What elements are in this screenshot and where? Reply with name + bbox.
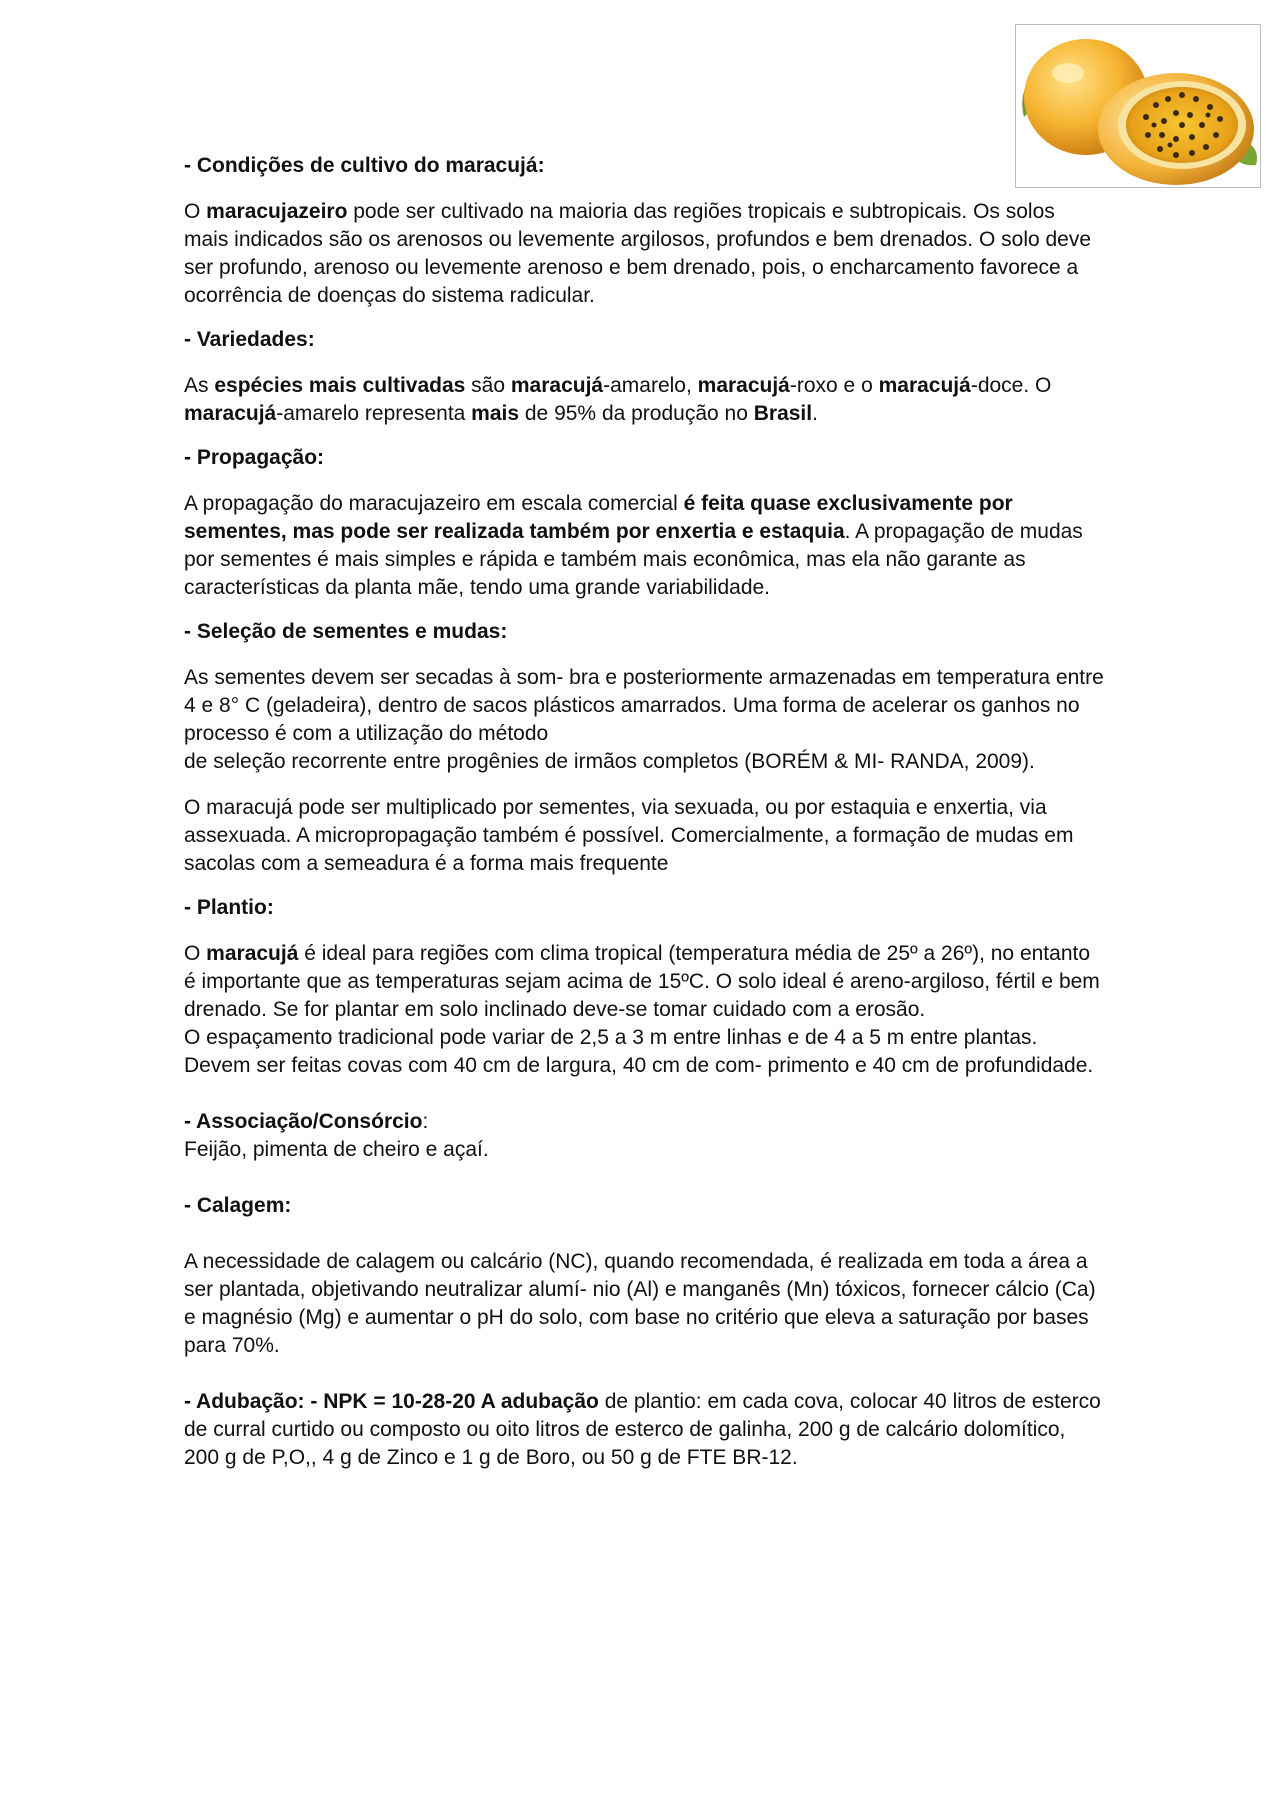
paragraph-selecao-2: O maracujá pode ser multiplicado por sementes, via sexuada, ou por estaquia e enxertia, via assexuada. A micropropagação também é possível. Comercialmente, a formação de mudas em sacolas com a semeadura é a forma mais frequente [184,796,1074,875]
paragraph-propagacao: A propagação do maracujazeiro em escala comercial é feita quase exclusivamente por sementes, mas pode ser realizada também por enxertia e estaquia. A propagação de mudas por sementes é mais simples e rápida e também mais econômica, mas ela não garante as características da planta mãe, tendo uma grande variabilidade. [184,492,1083,599]
paragraph-adubacao: - Adubação: - NPK = 10-28-20 A adubação de plantio: em cada cova, colocar 40 litros de esterco de curral curtido ou composto ou oito litros de esterco de galinha, 200 g de calcário dolomítico, 200 g de P,O,, 4 g de Zinco e 1 g de Boro, ou 50 g de FTE BR-12. [184,1390,1101,1469]
heading-associacao: - Associação/Consórcio: [184,1110,429,1133]
heading-calagem: - Calagem: [184,1194,292,1217]
paragraph-variedades: As espécies mais cultivadas são maracujá-amarelo, maracujá-roxo e o maracujá-doce. O maracujá-amarelo representa mais de 95% da produção no Brasil. [184,374,1052,425]
paragraph-plantio: O maracujá é ideal para regiões com clima tropical (temperatura média de 25º a 26º), no entanto é importante que as temperaturas sejam acima de 15ºC. O solo ideal é areno-argiloso, fértil e bem drenado. Se for plantar em solo inclinado deve-se tomar cuidado com a erosão. O espaçamento tradicional pode variar de 2,5 a 3 m entre linhas e de 4 a 5 m entre plantas. Devem ser feitas covas com 40 cm de largura, 40 cm de com- primento e 40 cm de profundidade. [184,942,1100,1077]
document-content [184,152,1104,1472]
heading-plantio: - Plantio: [184,896,274,919]
heading-propagacao: - Propagação: [184,446,325,469]
paragraph-calagem: A necessidade de calagem ou calcário (NC), quando recomendada, é realizada em toda a área a ser plantada, objetivando neutralizar alumí- nio (Al) e manganês (Mn) tóxicos, fornecer cálcio (Ca) e magnésio (Mg) e aumentar o pH do solo, com base no critério que eleva a saturação por bases para 70%. [184,1250,1096,1357]
heading-variedades: - Variedades: [184,328,315,351]
paragraph-selecao-1: As sementes devem ser secadas à som- bra e posteriormente armazenadas em temperatura entre 4 e 8° C (geladeira), dentro de sacos plásticos amarrados. Uma forma de acelerar os ganhos no processo é com a utilização do método de seleção recorrente entre progênies de irmãos completos (BORÉM & MI- RANDA, 2009). [184,666,1104,773]
paragraph-cultivo: O maracujazeiro pode ser cultivado na maioria das regiões tropicais e subtropicais. Os solos mais indicados são os arenosos ou levemente argilosos, profundos e bem drenados. O solo deve ser profundo, arenoso ou levemente arenoso e bem drenado, pois, o encharcamento favorece a ocorrência de doenças do sistema radicular. [184,200,1092,307]
heading-selecao: - Seleção de sementes e mudas: [184,620,508,643]
paragraph-associacao: Feijão, pimenta de cheiro e açaí. [184,1138,489,1161]
heading-cultivo: - Condições de cultivo do maracujá: [184,154,545,177]
